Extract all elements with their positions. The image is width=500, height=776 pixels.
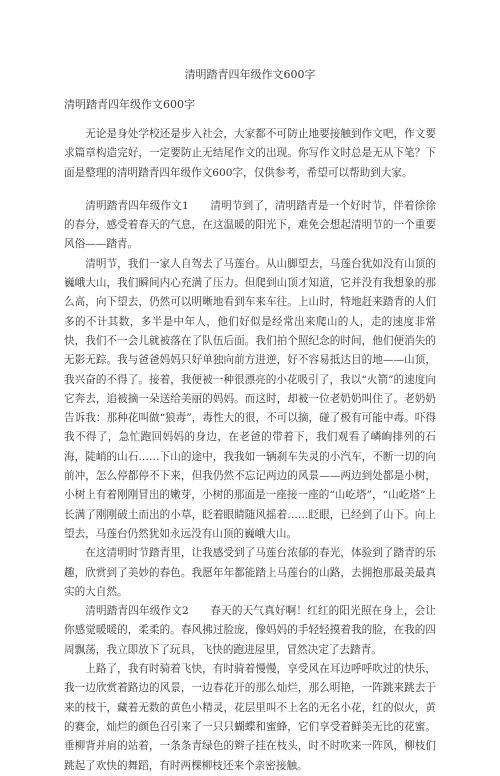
intro-paragraph: 无论是身处学校还是步入社会，大家都不可防止地要接触到作文吧，作文要求篇章构造完好，一定要防止无结尾作文的出现。你写作文时总是无从下笔？下面是整理的清明踏青四年级作文600字，仅供参考，希望可以帮助到大家。 [64, 128, 436, 179]
essay-1-closing-paragraph: 在这清明时节踏青里，让我感受到了马莲台浓郁的春光，体验到了踏青的乐趣，欣赏到了美妙的春色。我愿年年都能踏上马莲台的山路，去拥抱那最美最真实的大自然。 [64, 547, 436, 598]
document-subtitle: 清明踏青四年级作文600字 [64, 98, 195, 111]
essay-1-heading-paragraph: 清明踏青四年级作文1 清明节到了，清明踏青是一个好时节，伴着徐徐的春分，感受着春天的气息，在这温暖的阳光下，难免会想起清明节的一个重要风俗——踏青。 [64, 199, 436, 251]
essay-1-body-paragraph: 清明节，我们一家人自驾去了马莲台。从山脚望去，马莲台犹如没有山顶的巍峨大山，我们瞬间内心充满了压力。但爬到山顶才知道，它并没有我想象的那么高，向下望去，仍然可以明晰地看到车来车往。上山时，特地赶来踏青的人们多的不计其数，多半是中年人，他们好似是经常出来爬山的人，走的速度非常快，我们不一会儿就被落在了队伍后面。我们拍个照纪念的时间，他们便消失的无影无踪。我与爸爸妈妈只好单独向前方进逆，好不容易抵达目的地——山顶，我兴奋的不得了。接着，我便被一种很漂亮的小花吸引了，我以“火箭”的速度向它奔去，追被摘一朵送给美丽的妈妈。而这时，却被一位老奶奶叫住了。老奶奶告诉我：那种花叫做“狼毒”，毒性大的很，不可以摘，碰了极有可能中毒。吓得我不得了，急忙跑回妈妈的身边，在老爸的带着下，我们观看了嶙峋排列的石海，陡峭的山石……下山的途中，我我如一辆刹车失灵的小汽车，不断一切的向前冲，怎么停都停不下来，但我仍然不忘记两边的风景——两边到处都是小树，小树上有着刚刚冒出的嫩芽，小树的那面是一座接一座的“山屹塔”，“山屹塔”上长满了刚刚破土而出的小草，眨着眼睛随风摇着……眨眼，已经到了山下。向上望去，马莲台仍然犹如永远没有山顶的巍峨大山。 [64, 257, 436, 540]
essay-2-body-paragraph: 上路了，我有时骑着飞快，有时骑着慢慢，享受风在耳边呼呼吹过的快乐，我一边欣赏着路边的风景，一边春花开的那么灿烂，那么明艳，一阵跳来跳去于来的枝干，藏着无数的黄色小精灵，花层里叫不上名的无名小花，红的似火，黄的赛金，灿烂的颜色召引来了一只只蝴蝶和蜜蜂，它们享受着鲜美无比的花蜜。垂柳背并肩的站着，一条条青绿色的辫子挂在枝头，时不时吹来一阵风，柳枝们跳起了欢快的舞蹈，有时两棵柳枝还来个亲密接触。 [64, 663, 436, 772]
essay-2-heading-paragraph: 清明踏青四年级作文2 春天的天气真好啊！红红的阳光照在身上，会让你感觉暖暖的，柔柔的。春风拂过脸庞，像妈妈的手轻轻摸着我的脸，在我的四周飘荡，我立即放下了玩具，飞快的跑进屋里，冒然决定了去踏青。 [64, 605, 436, 656]
document-title: 清明踏青四年级作文600字 [184, 68, 316, 81]
article-body [64, 125, 436, 776]
